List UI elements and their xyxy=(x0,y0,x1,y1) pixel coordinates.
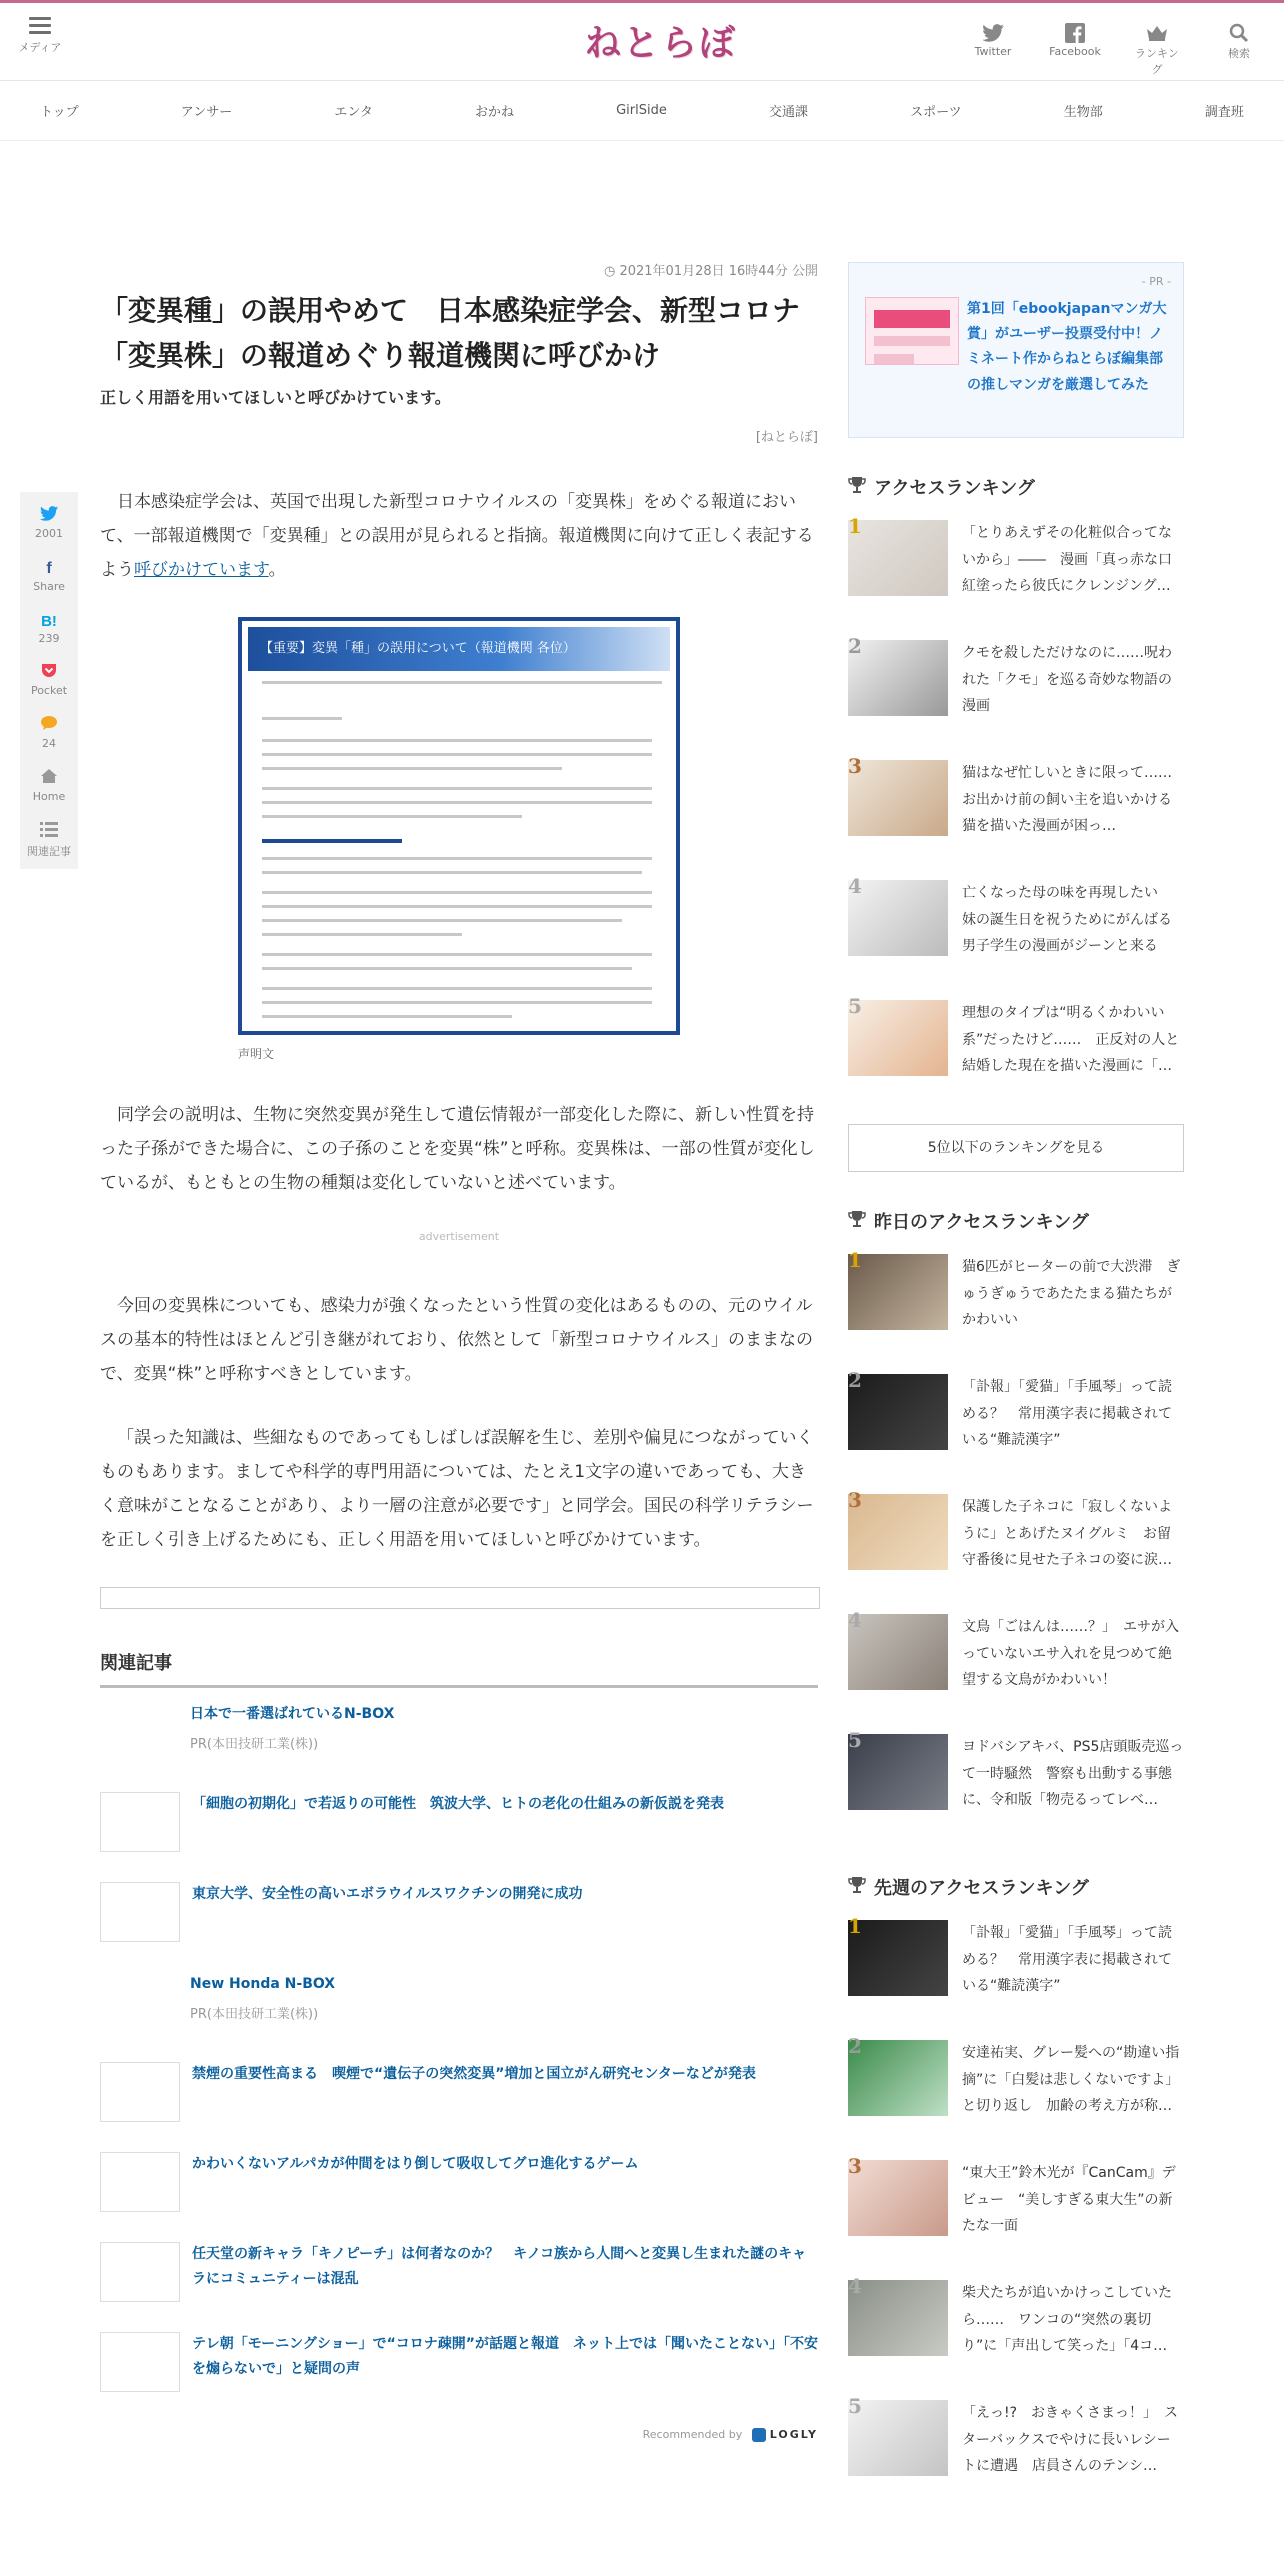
p1-text-before: 日本感染症学会は、英国で出現した新型コロナウイルスの「変異株」をめぐる報道において、一部報道機関で「変異種」との誤用が見られると指摘。報道機関に向けて正しく表記するよう xyxy=(100,491,814,580)
related-heading: 関連記事 xyxy=(100,1649,818,1688)
logly-icon xyxy=(752,2428,766,2442)
rank-number: 5 xyxy=(848,1728,862,1752)
ranking-thumbnail[interactable] xyxy=(848,1488,948,1570)
ranking-thumbnail[interactable] xyxy=(848,1248,948,1330)
ranking-item[interactable] xyxy=(848,2394,1184,2520)
ranking-item[interactable] xyxy=(848,1488,1184,1614)
ranking-title[interactable]: クモを殺しただけなのに……呪われた「クモ」を巡る奇妙な物語の漫画 xyxy=(962,645,1172,715)
share-pocket-label: Pocket xyxy=(30,684,68,697)
crown-icon xyxy=(1130,21,1184,45)
related-sponsor: PR(本田技研工業(株)) xyxy=(190,1736,319,1752)
rank-number: 5 xyxy=(848,994,862,1018)
twitter-icon xyxy=(966,21,1020,45)
access-ranking-heading xyxy=(848,474,1184,500)
rank-number: 4 xyxy=(848,874,862,898)
pocket-icon xyxy=(41,663,57,678)
related-text xyxy=(192,2062,756,2152)
ranking-item[interactable] xyxy=(848,634,1184,760)
ranking-thumbnail[interactable] xyxy=(848,1608,948,1690)
ranking-title[interactable]: 「訃報」「愛猫」「手風琴」って読める？ 常用漢字表に掲載されている“難読漢字” xyxy=(962,1925,1172,1995)
figure-caption: 声明文 xyxy=(238,1046,275,1061)
article-paragraph-2: 同学会の説明は、生物に突然変異が発生して遺伝情報が一部変化した際に、新しい性質を持った子孫ができた場合に、この子孫のことを変異“株”と呼称。変異株は、一部の性質が変化しているが、もともとの生物の種類は変化していないと述べています。 xyxy=(100,1104,815,1193)
ranking-title[interactable]: 猫6匹がヒーターの前で大渋滞 ぎゅうぎゅうであたたまる猫たちがかわいい xyxy=(962,1259,1181,1329)
logly-text: LOGLY xyxy=(769,2427,818,2441)
related-title[interactable]: テレ朝「モーニングショー」で“コロナ疎開”が話題と報道 ネット上では「聞いたことない」「不安を煽らないで」と疑問の声 xyxy=(192,2335,818,2377)
clock-icon: ◷ xyxy=(603,264,616,279)
ranking-thumbnail[interactable] xyxy=(848,2394,948,2476)
ranking-thumbnail[interactable] xyxy=(848,2034,948,2116)
share-facebook-label: Share xyxy=(33,580,65,593)
ranking-item[interactable] xyxy=(848,2274,1184,2400)
share-pocket-button[interactable] xyxy=(20,663,78,697)
trophy-icon xyxy=(848,476,866,499)
share-related-button[interactable] xyxy=(20,821,78,859)
rank-number: 1 xyxy=(848,514,862,538)
related-text xyxy=(192,2152,638,2242)
ranking-thumbnail[interactable] xyxy=(848,1368,948,1450)
related-text xyxy=(190,1972,335,2062)
article-lead: 正しく用語を用いてほしいと呼びかけています。 xyxy=(100,387,451,407)
rank-number: 2 xyxy=(848,634,862,658)
rank-number: 3 xyxy=(848,1488,862,1512)
related-text xyxy=(192,1882,582,1972)
ranking-thumbnail[interactable] xyxy=(848,1728,948,1810)
trophy-icon xyxy=(848,1210,866,1233)
more-ranking-button[interactable]: 5位以下のランキングを見る xyxy=(848,1124,1184,1172)
nav-item-top[interactable]: トップ xyxy=(40,105,79,120)
ranking-title[interactable]: “東大王”鈴木光が『CanCam』デビュー “美しすぎる東大生”の新たな一面 xyxy=(962,2165,1176,2235)
related-thumbnail[interactable] xyxy=(100,1702,178,1760)
related-title[interactable]: かわいくないアルパカが仲間をはり倒して吸収してグロ進化するゲーム xyxy=(192,2155,639,2172)
facebook-icon xyxy=(1048,21,1102,45)
share-twitter-button[interactable] xyxy=(20,506,78,540)
rank-number: 3 xyxy=(848,754,862,778)
ranking-item[interactable] xyxy=(848,1728,1184,1854)
p1-link[interactable]: 呼びかけています xyxy=(134,559,269,580)
recommended-by xyxy=(100,2428,818,2442)
article-paragraph-1 xyxy=(100,485,818,587)
article-credit: [ねとらぼ] xyxy=(755,429,818,445)
ranking-thumbnail[interactable] xyxy=(848,2274,948,2356)
ranking-title[interactable]: 亡くなった母の味を再現したい 妹の誕生日を祝うためにがんばる男子学生の漫画がジーンと来る xyxy=(962,885,1172,955)
share-home-label: Home xyxy=(32,790,66,803)
article-date-text: 2021年01月28日 16時44分 公開 xyxy=(619,264,818,279)
pr-thumbnail xyxy=(865,297,959,365)
nav-item-kotsuka[interactable]: 交通課 xyxy=(769,105,809,120)
related-text xyxy=(192,2242,818,2332)
header-search-button[interactable] xyxy=(1212,21,1266,77)
share-comment-count: 24 xyxy=(42,737,56,750)
p1-text-after: 。 xyxy=(268,559,286,580)
related-title[interactable]: 東京大学、安全性の高いエボラウイルスワクチンの開発に成功 xyxy=(192,1885,583,1902)
access-ranking-list xyxy=(848,514,1186,1120)
related-thumbnail[interactable] xyxy=(100,1972,178,2030)
nav-item-girlside[interactable]: GirlSide xyxy=(616,103,667,118)
related-item[interactable] xyxy=(100,1702,818,1792)
yesterday-ranking-list xyxy=(848,1248,1184,1854)
nav-item-answer[interactable]: アンサー xyxy=(180,105,233,120)
related-text xyxy=(192,1792,724,1882)
related-item[interactable] xyxy=(100,1972,818,2062)
rank-number: 3 xyxy=(848,2154,862,2178)
share-bar xyxy=(20,492,78,869)
related-item[interactable] xyxy=(100,2332,818,2422)
related-thumbnail[interactable] xyxy=(100,2242,180,2302)
related-text xyxy=(190,1702,394,1792)
lastweek-ranking-list xyxy=(848,1914,1184,2520)
ranking-title[interactable]: 理想のタイプは“明るくかわいい系”だったけど…… 正反対の人と結婚した現在を描いた漫画に「… xyxy=(962,1005,1180,1075)
statement-image[interactable] xyxy=(238,617,680,1035)
ranking-item[interactable] xyxy=(848,2154,1184,2280)
share-comment-button[interactable] xyxy=(20,715,78,750)
logly-logo[interactable] xyxy=(752,2428,818,2442)
related-item[interactable] xyxy=(100,2062,818,2152)
ranking-title[interactable]: 安達祐実、グレー髪への“勘違い指摘”に「白髪は悲しくないですよ」と切り返し 加齢の考え方が称… xyxy=(962,2045,1180,2115)
related-item[interactable] xyxy=(100,2152,818,2242)
ranking-item[interactable] xyxy=(848,874,1184,1000)
site-header xyxy=(0,3,1284,81)
related-thumbnail[interactable] xyxy=(100,1792,180,1852)
ranking-item[interactable] xyxy=(848,1608,1184,1734)
ranking-item[interactable] xyxy=(848,514,1184,640)
related-title[interactable]: 禁煙の重要性高まる 喫煙で“遺伝子の突然変異”増加と国立がん研究センターなどが発表 xyxy=(192,2065,756,2082)
rank-number: 5 xyxy=(848,2394,862,2418)
pr-tag: - PR - xyxy=(1141,275,1171,288)
related-text xyxy=(192,2332,818,2422)
article-title: 「変異種」の誤用やめて 日本感染症学会、新型コロナ「変異株」の報道めぐり報道機関に呼びかけ xyxy=(100,294,801,372)
related-item[interactable] xyxy=(100,2242,818,2332)
pr-box[interactable] xyxy=(848,262,1184,438)
ranking-label: ランキング xyxy=(1135,47,1179,76)
ranking-item[interactable] xyxy=(848,994,1184,1120)
ranking-thumbnail[interactable] xyxy=(848,874,948,956)
empty-ad-box xyxy=(100,1587,820,1609)
twitter-label: Twitter xyxy=(974,45,1012,58)
rank-number: 4 xyxy=(848,2274,862,2298)
article-date xyxy=(100,260,818,279)
nav-item-sports[interactable]: スポーツ xyxy=(910,105,962,120)
rank-number: 1 xyxy=(848,1914,862,1938)
ranking-item[interactable] xyxy=(848,1368,1184,1494)
facebook-label: Facebook xyxy=(1049,45,1101,58)
search-icon xyxy=(1212,21,1266,45)
comment-icon xyxy=(40,715,58,731)
article-paragraph-4: 「誤った知識は、些細なものであってもしばしば誤解を生じ、差別や偏見につながっていくものもあります。ましてや科学的専門用語については、たとえ1文字の違いであっても、大きく意味がことなることがあり、より一層の注意が必要です」と同学会。国民の科学リテラシーを正しく引き上げるためにも、正しく用語を用いてほしいと呼びかけています。 xyxy=(100,1427,814,1550)
nav-item-seibutsubu[interactable]: 生物部 xyxy=(1063,105,1103,120)
related-list xyxy=(100,1702,818,2422)
related-thumbnail[interactable] xyxy=(100,2332,180,2392)
share-related-label: 関連記事 xyxy=(27,845,71,858)
related-thumbnail[interactable] xyxy=(100,2062,180,2122)
nav-item-chosahan[interactable]: 調査班 xyxy=(1204,105,1244,120)
share-hatena-button[interactable] xyxy=(20,611,78,645)
yesterday-ranking-heading-text: 昨日のアクセスランキング xyxy=(874,1212,1089,1233)
ranking-item[interactable] xyxy=(848,1248,1184,1374)
rank-number: 4 xyxy=(848,1608,862,1632)
pr-text: 第1回「ebookjapanマンガ大賞」がユーザー投票受付中！ノミネート作からねとらぼ編集部の推しマンガを厳選してみた xyxy=(967,301,1167,393)
rank-number: 2 xyxy=(848,2034,862,2058)
ranking-thumbnail[interactable] xyxy=(848,634,948,716)
related-thumbnail[interactable] xyxy=(100,2152,180,2212)
ranking-title[interactable]: 「えっ!? おきゃくさまっ！」 スターバックスでやけに長いレシートに遭遇 店員さんのテンシ… xyxy=(962,2405,1179,2475)
category-nav xyxy=(0,81,1284,141)
share-facebook-button[interactable] xyxy=(20,558,78,593)
header-ranking-button[interactable] xyxy=(1130,21,1184,77)
ranking-title[interactable]: 猫はなぜ忙しいときに限って…… お出かけ前の飼い主を追いかける猫を描いた漫画が困っ… xyxy=(962,765,1186,835)
share-hatena-count: 239 xyxy=(38,632,60,645)
header-facebook-button[interactable] xyxy=(1048,21,1102,77)
related-sponsor: PR(本田技研工業(株)) xyxy=(190,2006,319,2022)
menu-label: メディア xyxy=(18,41,62,54)
access-ranking-heading-text: アクセスランキング xyxy=(874,478,1035,499)
facebook-icon: f xyxy=(46,560,52,577)
twitter-icon xyxy=(40,506,58,521)
ranking-thumbnail[interactable] xyxy=(848,754,948,836)
ranking-thumbnail[interactable] xyxy=(848,994,948,1076)
article-main xyxy=(100,260,818,2442)
ranking-title[interactable]: 文鳥「ごはんは……？」 エサが入っていないエサ入れを見つめて絶望する文鳥がかわいい！ xyxy=(962,1619,1179,1689)
lastweek-ranking-heading xyxy=(848,1874,1184,1900)
trophy-icon xyxy=(848,1876,866,1899)
ranking-item[interactable] xyxy=(848,754,1186,880)
lastweek-ranking-heading-text: 先週のアクセスランキング xyxy=(874,1878,1089,1899)
statement-image-title: 【重要】変異「種」の誤用について（報道機関 各位） xyxy=(248,627,670,671)
ad-label: advertisement xyxy=(418,1229,500,1243)
share-twitter-count: 2001 xyxy=(35,527,63,540)
recommended-text: Recommended by xyxy=(642,2427,743,2441)
ranking-title[interactable]: 保護した子ネコに「寂しくないように」とあげたヌイグルミ お留守番後に見せた子ネコの姿に涙… xyxy=(962,1499,1172,1569)
ranking-title[interactable]: 「訃報」「愛猫」「手風琴」って読める？ 常用漢字表に掲載されている“難読漢字” xyxy=(962,1379,1172,1449)
hamburger-icon xyxy=(29,17,51,35)
search-label: 検索 xyxy=(1228,47,1250,60)
nav-item-okane[interactable]: おかね xyxy=(474,105,514,120)
ranking-title[interactable]: 柴犬たちが追いかけっこしていたら…… ワンコの“突然の裏切り”に「声出して笑った」「4コ… xyxy=(962,2285,1172,2355)
rank-number: 2 xyxy=(848,1368,862,1392)
ranking-thumbnail[interactable] xyxy=(848,1914,948,1996)
related-title[interactable]: New Honda N-BOX xyxy=(190,1975,336,1992)
hatena-icon: B! xyxy=(41,613,57,630)
related-item[interactable] xyxy=(100,1882,818,1972)
related-item[interactable] xyxy=(100,1792,818,1882)
home-icon xyxy=(40,768,58,784)
article-paragraph-3: 今回の変異株についても、感染力が強くなったという性質の変化はあるものの、元のウイルスの基本的特性はほとんど引き継がれており、依然として「新型コロナウイルス」のままなので、変異“株”と呼称すべきとしています。 xyxy=(100,1295,813,1384)
ranking-item[interactable] xyxy=(848,2034,1184,2160)
ranking-thumbnail[interactable] xyxy=(848,514,948,596)
related-title[interactable]: 任天堂の新キャラ「キノピーチ」は何者なのか？ キノコ族から人間へと変異し生まれた謎のキャラにコミュニティーは混乱 xyxy=(192,2245,807,2287)
list-icon xyxy=(40,821,58,837)
ranking-title[interactable]: 「とりあえずその化粧似合ってないから」―― 漫画「真っ赤な口紅塗ったら彼氏にクレンジング… xyxy=(962,525,1172,595)
header-twitter-button[interactable] xyxy=(966,21,1020,77)
related-title[interactable]: 日本で一番選ばれているN-BOX xyxy=(190,1705,395,1722)
related-title[interactable]: 「細胞の初期化」で若返りの可能性 筑波大学、ヒトの老化の仕組みの新仮説を発表 xyxy=(192,1795,724,1812)
menu-button[interactable] xyxy=(14,17,66,55)
ranking-item[interactable] xyxy=(848,1914,1184,2040)
yesterday-ranking-heading xyxy=(848,1208,1184,1234)
rank-number: 1 xyxy=(848,1248,862,1272)
ranking-thumbnail[interactable] xyxy=(848,2154,948,2236)
site-logo[interactable]: ねとらぼ xyxy=(585,23,738,64)
related-thumbnail[interactable] xyxy=(100,1882,180,1942)
share-home-button[interactable] xyxy=(20,768,78,803)
sidebar xyxy=(848,262,1184,2520)
ranking-title[interactable]: ヨドバシアキバ、PS5店頭販売巡って一時騒然 警察も出動する事態に、令和版「物売るってレベ… xyxy=(962,1739,1184,1809)
nav-item-enta[interactable]: エンタ xyxy=(334,105,373,120)
statement-figure xyxy=(238,617,680,1062)
